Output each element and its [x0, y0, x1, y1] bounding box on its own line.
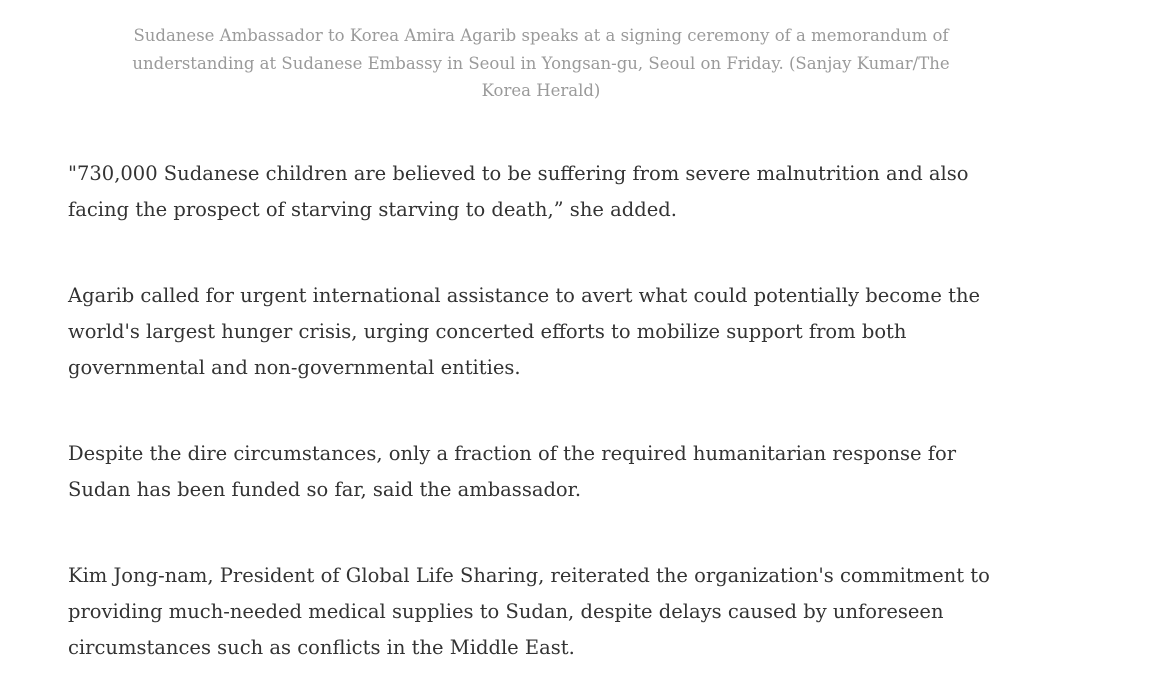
article-paragraph: Despite the dire circumstances, only a fraction of the required humanitarian response for Sudan has been funded so far, said the ambassador.	[68, 442, 957, 501]
article-paragraph: "730,000 Sudanese children are believed to be suffering from severe malnutrition and also facing the prospect of starving starving to death,” she added.	[68, 162, 969, 221]
article-paragraph: Agarib called for urgent international assistance to avert what could potentially become the world's largest hunger crisis, urging concerted efforts to mobilize support from both governmental and non-governmental entities.	[68, 284, 981, 379]
article-paragraph: Kim Jong-nam, President of Global Life Sharing, reiterated the organization's commitment to providing much-needed medical supplies to Sudan, despite delays caused by unforeseen circumstances such as conflicts in the Middle East.	[68, 564, 990, 659]
article-body	[68, 156, 1018, 666]
photo-caption: Sudanese Ambassador to Korea Amira Agarib speaks at a signing ceremony of a memorandum of understanding at Sudanese Embassy in Seoul in Yongsan-gu, Seoul on Friday. (Sanjay Kumar/The Korea Herald)	[132, 26, 950, 100]
